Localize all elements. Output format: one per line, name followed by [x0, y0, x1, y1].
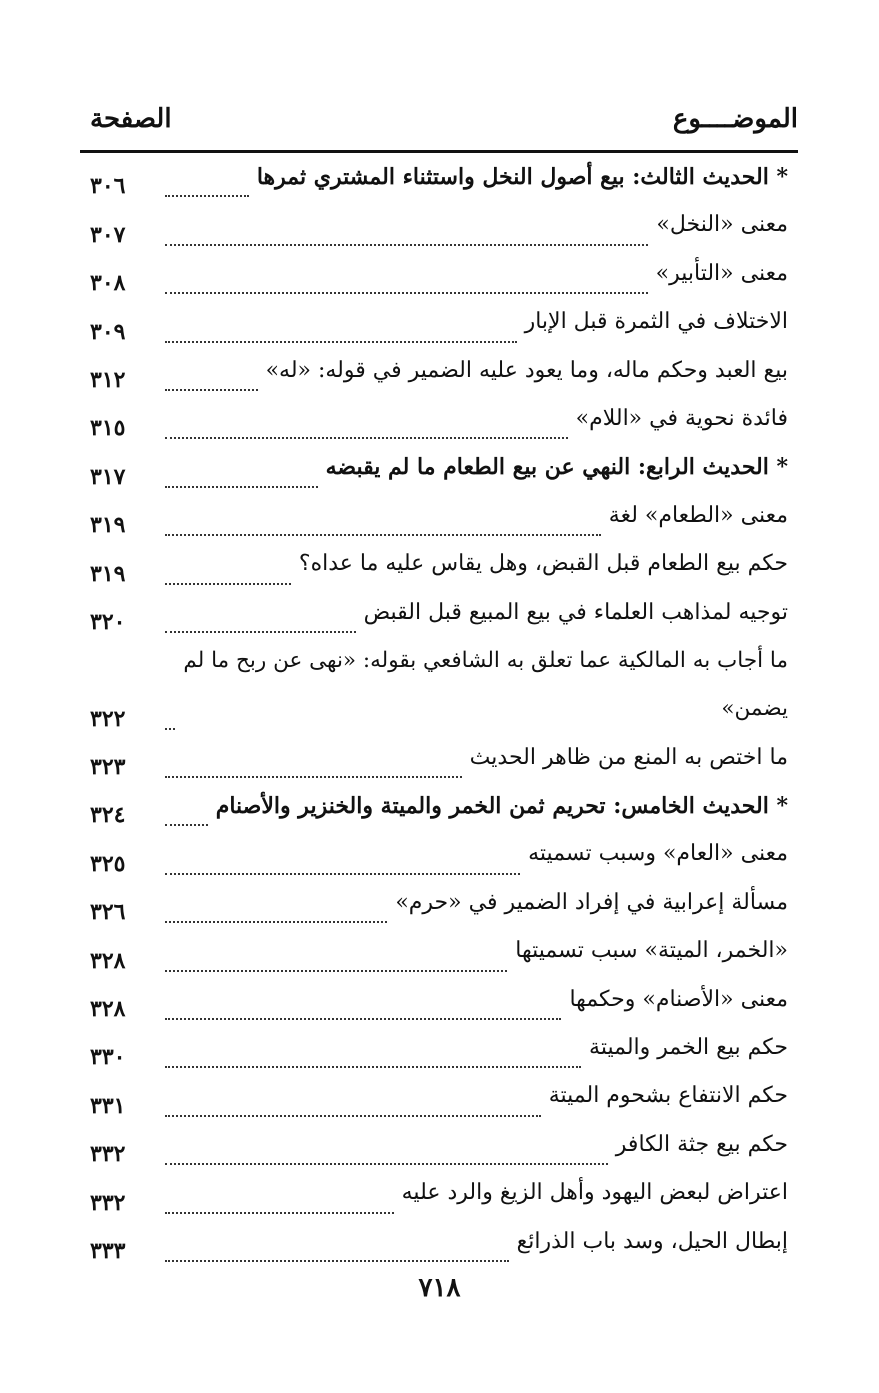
toc-entry-title-text: حكم بيع الخمر والميتة: [589, 1035, 788, 1061]
toc-entry-page: ٣٢٨: [90, 996, 126, 1023]
toc-entry-title-text: معنى «النخل»: [656, 212, 788, 238]
toc-entry-title: [402, 1179, 788, 1207]
toc-entry-page: ٣٢٨: [90, 947, 126, 974]
toc-entry-page: ٣٢٢: [90, 705, 126, 732]
toc-entry-title-text: حكم بيع الطعام قبل القبض، وهل يقاس عليه ما عداه؟: [298, 551, 788, 577]
dot-leader: [165, 1066, 581, 1068]
dot-leader: [165, 1018, 561, 1020]
toc-entry-title-text: حكم بيع جثة الكافر: [615, 1131, 788, 1157]
toc-entry: [90, 1173, 798, 1221]
toc-entry: [90, 883, 798, 931]
toc-entry-title-text: مسألة إعرابية في إفراد الضمير في «حرم»: [395, 889, 788, 915]
toc-entry: [90, 1125, 798, 1173]
toc-entry-title-text: اعتراض لبعض اليهود وأهل الزيغ والرد عليه: [401, 1180, 788, 1206]
toc-entry-title-text: * الحديث الخامس: تحريم ثمن الخمر والميتة والخنزير والأصنام: [215, 793, 788, 820]
toc-entry: [90, 302, 798, 350]
toc-entry-title-text: توجيه لمذاهب العلماء في بيع المبيع قبل القبض: [363, 599, 788, 625]
toc-entry-page: ٣٣٠: [90, 1044, 126, 1071]
dot-leader: [165, 292, 648, 294]
toc-entry-title-text: ما أجاب به المالكية عما تعلق به الشافعي بقوله: «نهى عن ربح ما لم: [183, 647, 788, 673]
toc-entry-page: ٣٢٤: [90, 802, 126, 829]
toc-entry-title-text: بيع العبد وحكم ماله، وما يعود عليه الضمير في قوله: «له»: [265, 357, 788, 383]
toc-entry: [90, 544, 798, 592]
toc-entry-page: ٣١٩: [90, 560, 126, 587]
dot-leader: [165, 244, 648, 246]
toc-entry-title: [569, 986, 788, 1014]
toc-entry: [90, 351, 798, 399]
dot-leader: [165, 534, 601, 536]
toc-entry-page: ٣٠٧: [90, 221, 126, 248]
toc-entry-title: [183, 647, 788, 723]
toc-entry-page: ٣٢٣: [90, 754, 126, 781]
toc-entry-title: [616, 1131, 788, 1159]
toc-entry: [90, 786, 798, 834]
dot-leader: [165, 389, 258, 391]
toc-entry-title-text: الاختلاف في الثمرة قبل الإبار: [524, 309, 788, 335]
toc-entry-title-text: * الحديث الثالث: بيع أصول النخل واستثناء المشتري ثمرها: [256, 164, 788, 190]
header-rule: [80, 150, 798, 153]
toc-entry-title: [517, 1228, 788, 1256]
toc-entry: [90, 834, 798, 882]
toc-entry: [90, 1222, 798, 1270]
toc-entry-title: [576, 405, 788, 433]
toc-entry-title-text: معنى «الطعام» لغة: [608, 502, 788, 528]
dot-leader: [165, 341, 517, 343]
toc-entry-title: [525, 308, 788, 336]
dot-leader: [165, 776, 462, 778]
toc-entry-title: [395, 889, 788, 917]
toc-entry-title-text: * الحديث الرابع: النهي عن بيع الطعام ما لم يقبضه: [325, 454, 788, 481]
toc-entry-title-text: فائدة نحوية في «اللام»: [575, 405, 788, 431]
toc-entry-title: [326, 453, 788, 481]
toc-entry: [90, 399, 798, 447]
toc-entry-title: [216, 792, 788, 820]
dot-leader: [165, 1163, 608, 1165]
toc-entry-title-text: «الخمر، الميتة» سبب تسميتها: [515, 938, 788, 964]
toc-entry-page: ٣٠٨: [90, 270, 126, 297]
toc-entry-title: [589, 1034, 788, 1062]
topic-column-label: الموضــــوع: [672, 104, 798, 134]
toc-entry-title-text: إبطال الحيل، وسد باب الذرائع: [516, 1228, 788, 1254]
page-number: ٧١٨: [418, 1273, 461, 1303]
toc-entry-title: [257, 163, 788, 191]
dot-leader: [165, 486, 318, 488]
toc-entry-page: ٣٢٠: [90, 608, 126, 635]
dot-leader: [165, 921, 387, 923]
toc-entry-title-text: حكم الانتفاع بشحوم الميتة: [548, 1083, 788, 1109]
toc-entry-title: [609, 502, 788, 530]
toc-entry: [90, 980, 798, 1028]
toc-entry: [90, 1028, 798, 1076]
dot-leader: [165, 824, 208, 826]
dot-leader: [165, 728, 175, 730]
toc-entry-title: [299, 550, 788, 578]
toc-entry-page: ٣٢٥: [90, 850, 126, 877]
page-column-label: الصفحة: [90, 104, 172, 134]
toc-entry-page: ٣١٧: [90, 463, 126, 490]
toc-entry-title: [470, 744, 788, 772]
toc-entry-title: [549, 1082, 788, 1110]
toc-entry-title-text: ما اختص به المنع من ظاهر الحديث: [469, 744, 788, 770]
toc-entry-page: ٣٣٢: [90, 1189, 126, 1216]
toc-entry-title: [515, 937, 788, 965]
toc-entry-title-continuation: يضمن»: [721, 695, 788, 721]
dot-leader: [165, 583, 291, 585]
toc-entry-title: [656, 211, 788, 239]
dot-leader: [165, 1260, 509, 1262]
toc-entry: [90, 931, 798, 979]
toc-entry: [90, 496, 798, 544]
toc-entry-page: ٣٠٦: [90, 173, 126, 200]
toc-entry-page: ٣٠٩: [90, 318, 126, 345]
toc-entry-page: ٣٣١: [90, 1092, 126, 1119]
toc-entry-page: ٣١٥: [90, 415, 126, 442]
toc-entry-title-text: معنى «العام» وسبب تسميته: [528, 841, 788, 867]
dot-leader: [165, 873, 520, 875]
dot-leader: [165, 437, 568, 439]
toc-entry-title-text: معنى «الأصنام» وحكمها: [569, 986, 788, 1012]
toc-entry: [90, 738, 798, 786]
toc-entry-page: ٣٣٢: [90, 1141, 126, 1168]
toc-entry: [90, 1076, 798, 1124]
toc-entry: [90, 254, 798, 302]
toc-entry-title: [364, 599, 788, 627]
toc-entry-page: ٣١٩: [90, 512, 126, 539]
dot-leader: [165, 195, 249, 197]
dot-leader: [165, 1115, 541, 1117]
toc-list: [90, 157, 798, 1270]
toc-entry: [90, 641, 798, 738]
dot-leader: [165, 970, 507, 972]
dot-leader: [165, 1212, 394, 1214]
toc-entry-title: [528, 840, 788, 868]
toc-entry: [90, 205, 798, 253]
toc-entry-title: [266, 357, 788, 385]
toc-header: [90, 104, 798, 144]
toc-entry-title: [656, 260, 788, 288]
toc-entry-title-text: معنى «التأبير»: [655, 260, 788, 286]
toc-entry: [90, 447, 798, 495]
toc-entry-page: ٣٢٦: [90, 899, 126, 926]
toc-entry: [90, 593, 798, 641]
toc-entry: [90, 157, 798, 205]
toc-entry-page: ٣١٢: [90, 366, 126, 393]
toc-entry-page: ٣٣٣: [90, 1238, 126, 1264]
dot-leader: [165, 631, 356, 633]
